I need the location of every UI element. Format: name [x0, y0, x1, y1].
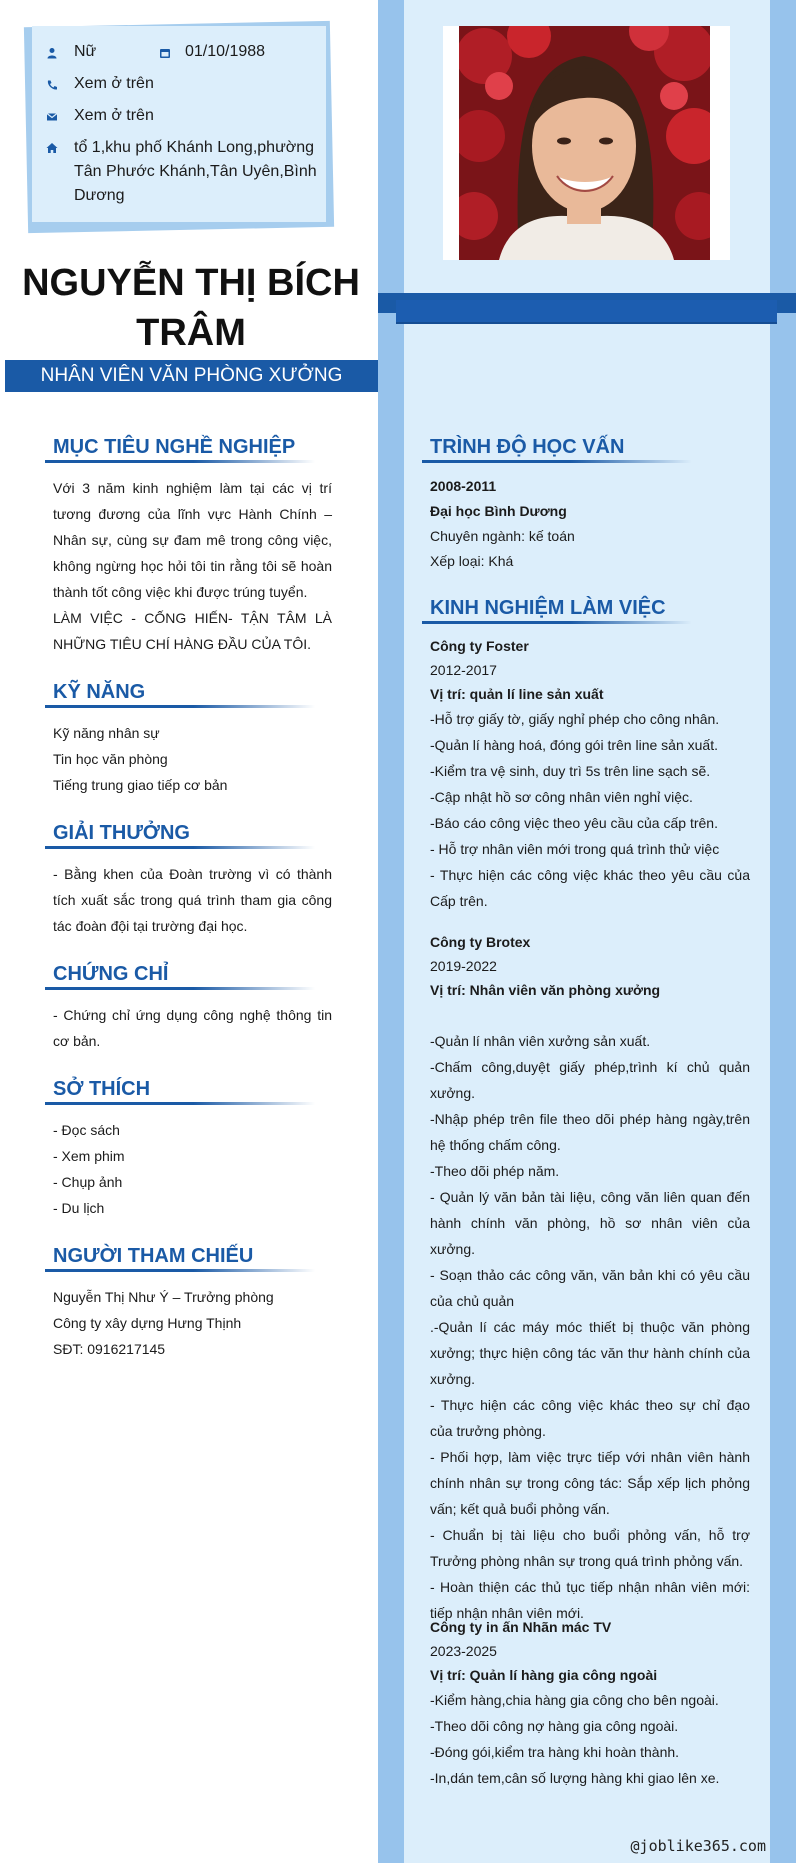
list-item: - Du lịch	[53, 1200, 105, 1216]
gender-text: Nữ	[74, 43, 97, 60]
education-underline	[422, 460, 692, 463]
skills-underline	[45, 705, 315, 708]
job-duty: -Kiểm hàng,chia hàng gia công cho bên ngoài.	[430, 1692, 719, 1708]
job-position: Vị trí: Nhân viên văn phòng xưởng	[430, 982, 661, 998]
job-position: Vị trí: quản lí line sản xuất	[430, 686, 604, 702]
education-block	[430, 474, 750, 574]
education-heading: TRÌNH ĐỘ HỌC VẤN	[430, 436, 625, 458]
header-band-accent	[396, 300, 777, 322]
hobbies-underline	[45, 1102, 315, 1105]
job-duty: -Quản lí hàng hoá, đóng gói trên line sản xuất.	[430, 737, 718, 753]
job-period: 2012-2017	[430, 662, 497, 678]
list-item: Tin học văn phòng	[53, 751, 168, 767]
certificates-heading: CHỨNG CHỈ	[53, 963, 169, 985]
objective-text: Với 3 năm kinh nghiệm làm tại các vị trí tương đương của lĩnh vực Hành Chính – Nhân sự, cùng sự đam mê trong công việc, không ngừng học hỏi tôi tin rằng tôi sẽ hoàn thành tốt công việc khi được trúng tuyển. LÀM VIỆC - CỐNG HIẾN- TẬN TÂM LÀ NHỮNG TIÊU CHÍ HÀNG ĐẦU CỦA TÔI.	[53, 480, 332, 652]
footer-watermark: @joblike365.com	[630, 1837, 766, 1855]
phone-text: Xem ở trên	[74, 75, 154, 92]
job-duty: - Hỗ trợ nhân viên mới trong quá trình thử việc	[430, 841, 720, 857]
dob-text: 01/10/1988	[185, 43, 266, 60]
job-duty: -Chấm công,duyệt giấy phép,trình kí chủ quản xưởng.	[430, 1059, 750, 1101]
education-school: Đại học Bình Dương	[430, 503, 567, 519]
certificates-underline	[45, 987, 315, 990]
experience-heading: KINH NGHIỆM LÀM VIỆC	[430, 597, 666, 619]
awards-heading: GIẢI THƯỞNG	[53, 822, 190, 844]
job-duty: -Kiểm tra vệ sinh, duy trì 5s trên line sạch sẽ.	[430, 763, 711, 779]
job-period: 2019-2022	[430, 958, 497, 974]
job-duty: -Theo dõi phép năm.	[430, 1163, 560, 1179]
experience-underline	[422, 621, 692, 624]
certificates-text: - Chứng chỉ ứng dụng công nghệ thông tin cơ bản.	[53, 1007, 332, 1049]
job-duty: -Nhập phép trên file theo dõi phép hàng ngày,trên hệ thống chấm công.	[430, 1111, 750, 1153]
list-item: Tiếng trung giao tiếp cơ bản	[53, 777, 228, 793]
person-icon	[45, 46, 59, 60]
awards-underline	[45, 846, 315, 849]
job-foster	[430, 634, 750, 914]
hobbies-heading: SỞ THÍCH	[53, 1078, 151, 1100]
job-duty: - Quản lý văn bản tài liệu, công văn liên quan đến hành chính văn phòng, hồ sơ nhân viên của xưởng.	[430, 1189, 750, 1257]
job-company: Công ty Brotex	[430, 934, 531, 950]
job-duty: -Đóng gói,kiểm tra hàng khi hoàn thành.	[430, 1744, 680, 1760]
job-duty: - Chuẩn bị tài liệu cho buổi phỏng vấn, hỗ trợ Trưởng phòng nhân sự trong quá trình phỏng vấn.	[430, 1527, 750, 1569]
job-duty: .-Quản lí các máy móc thiết bị thuộc văn phòng xưởng; thực hiện công tác văn thư hành chính của xưởng.	[430, 1319, 750, 1387]
job-brotex	[430, 930, 750, 1626]
profile-photo	[459, 26, 710, 260]
job-duty: -Theo dõi công nợ hàng gia công ngoài.	[430, 1718, 679, 1734]
job-position: Vị trí: Quản lí hàng gia công ngoài	[430, 1667, 658, 1683]
job-duty: - Phối hợp, làm việc trực tiếp với nhân viên hành chính nhân sự trong công tác: Sắp xếp lịch phỏng vấn; kết quả buổi phỏng vấn.	[430, 1449, 750, 1517]
skills-list	[53, 720, 332, 798]
list-item: - Chụp ảnh	[53, 1174, 123, 1190]
phone-icon	[45, 78, 59, 92]
job-duty: - Thực hiện các công việc khác theo yêu cầu của Cấp trên.	[430, 867, 750, 909]
references-underline	[45, 1269, 315, 1272]
job-duty: -Hỗ trợ giấy tờ, giấy nghỉ phép cho công nhân.	[430, 711, 720, 727]
job-duty: - Soạn thảo các công văn, văn bản khi có yêu cầu của chủ quản	[430, 1267, 750, 1309]
home-icon	[45, 141, 59, 155]
email-icon	[45, 110, 59, 124]
job-duty: -Cập nhật hồ sơ công nhân viên nghỉ việc.	[430, 789, 693, 805]
education-major: Chuyên ngành: kế toán	[430, 528, 575, 544]
job-duty: - Thực hiện các công việc khác theo sự chỉ đạo của trưởng phòng.	[430, 1397, 750, 1439]
references-text: Nguyễn Thị Như Ý – Trưởng phòng Công ty xây dựng Hưng Thịnh SĐT: 0916217145	[53, 1289, 274, 1357]
awards-text: - Bằng khen của Đoàn trường vì có thành tích xuất sắc trong quá trình tham gia công tác đoàn đội tại trường đại học.	[53, 866, 332, 934]
job-period: 2023-2025	[430, 1643, 497, 1659]
education-years: 2008-2011	[430, 478, 497, 494]
candidate-name: NGUYỄN THỊ BÍCH TRÂM	[22, 262, 360, 354]
hobbies-list	[53, 1117, 332, 1221]
job-duty: -Báo cáo công việc theo yêu cầu của cấp trên.	[430, 815, 718, 831]
calendar-icon	[158, 46, 172, 60]
list-item: - Đọc sách	[53, 1122, 120, 1138]
job-company: Công ty Foster	[430, 638, 529, 654]
job-duty: -Quản lí nhân viên xưởng sản xuất.	[430, 1033, 651, 1049]
skills-heading: KỸ NĂNG	[53, 681, 146, 703]
job-title: NHÂN VIÊN VĂN PHÒNG XƯỞNG	[40, 365, 343, 386]
job-duty: -In,dán tem,cân số lượng hàng khi giao lên xe.	[430, 1770, 720, 1786]
email-text: Xem ở trên	[74, 107, 154, 124]
list-item: - Xem phim	[53, 1148, 125, 1164]
objective-underline	[45, 460, 315, 463]
job-company: Công ty in ấn Nhãn mác TV	[430, 1619, 612, 1635]
job-tv-label	[430, 1615, 750, 1791]
references-heading: NGƯỜI THAM CHIẾU	[53, 1245, 254, 1267]
address-text: tổ 1,khu phố Khánh Long,phường Tân Phước Khánh,Tân Uyên,Bình Dương	[74, 139, 317, 204]
job-duty: - Hoàn thiện các thủ tục tiếp nhận nhân viên mới: tiếp nhận nhân viên mới.	[430, 1579, 750, 1621]
objective-heading: MỤC TIÊU NGHỀ NGHIỆP	[53, 436, 296, 458]
education-grade: Xếp loại: Khá	[430, 553, 514, 569]
list-item: Kỹ năng nhân sự	[53, 725, 160, 741]
